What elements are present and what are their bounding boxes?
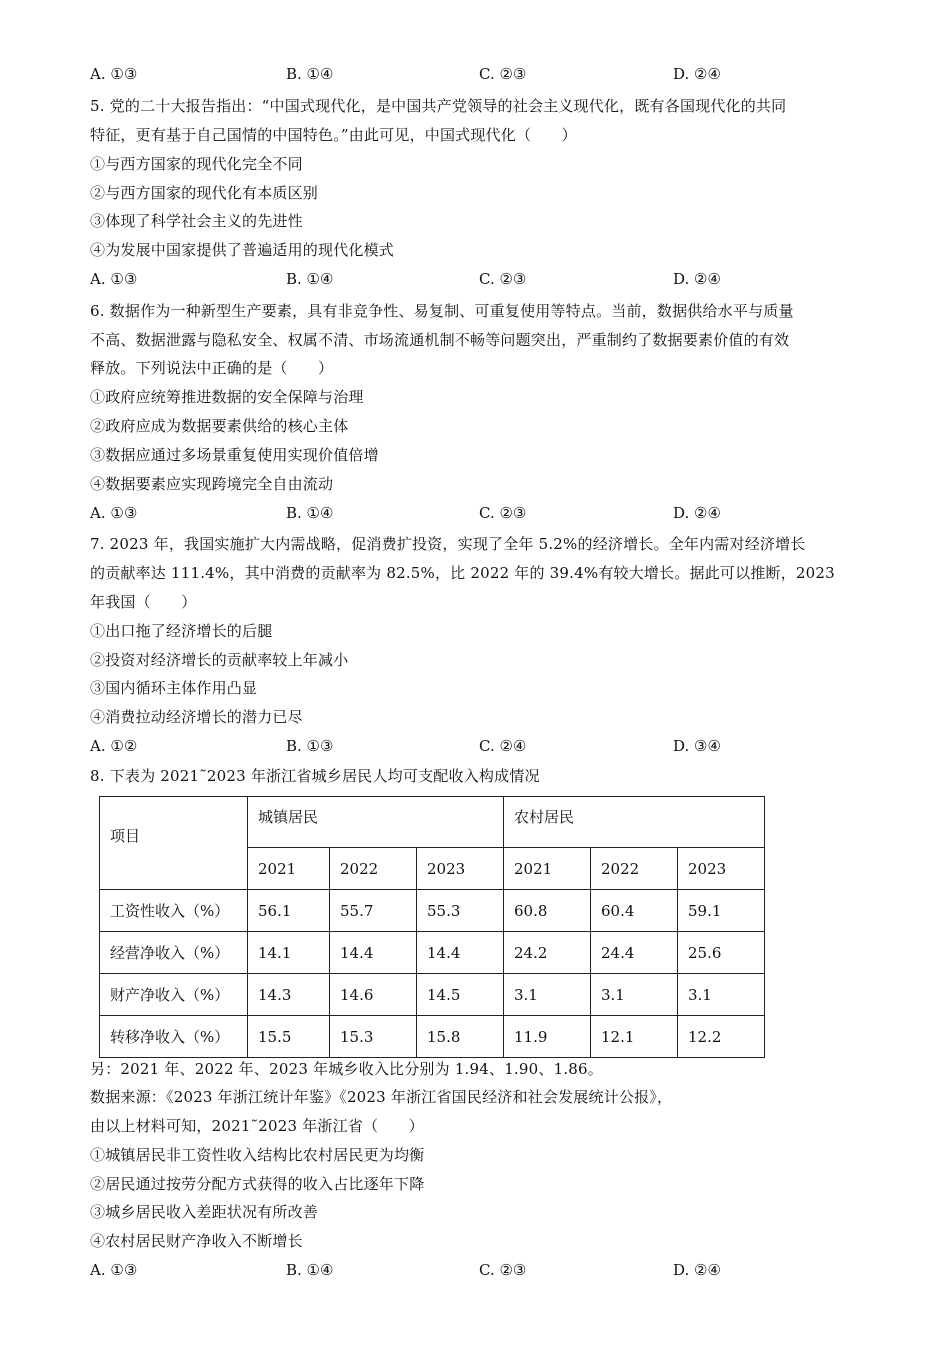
q8-statement-2: ②居民通过按劳分配方式获得的收入占比逐年下降 <box>90 1175 425 1193</box>
q4-options <box>90 64 870 84</box>
q8-statement-4: ④农村居民财产净收入不断增长 <box>90 1232 303 1250</box>
table-cell: 12.2 <box>678 1016 765 1058</box>
q6-option-d[interactable]: D. ②④ <box>673 504 721 522</box>
table-row <box>100 890 765 932</box>
table-cell: 12.1 <box>591 1016 678 1058</box>
q8-option-b[interactable]: B. ①④ <box>286 1261 334 1279</box>
q5-option-a[interactable]: A. ①③ <box>90 270 138 288</box>
q8-note: 另：2021 年、2022 年、2023 年城乡收入比分别为 1.94、1.90、1.86。 <box>90 1060 603 1078</box>
q8-option-a[interactable]: A. ①③ <box>90 1261 138 1279</box>
table-year-header: 2021 <box>248 848 330 890</box>
q5-option-d[interactable]: D. ②④ <box>673 270 721 288</box>
table-year-header: 2022 <box>591 848 678 890</box>
income-structure-table <box>99 796 765 1058</box>
q7-stem-line-3: 年我国（ ） <box>90 593 197 611</box>
q6-option-c[interactable]: C. ②③ <box>479 504 527 522</box>
q5-options <box>90 269 870 289</box>
q7-option-c[interactable]: C. ②④ <box>479 737 527 755</box>
q5-statement-4: ④为发展中国家提供了普遍适用的现代化模式 <box>90 241 395 259</box>
table-cell: 56.1 <box>248 890 330 932</box>
table-cell: 3.1 <box>504 974 591 1016</box>
q8-source: 数据来源：《2023 年浙江统计年鉴》《2023 年浙江省国民经济和社会发展统计公报》， <box>90 1088 673 1106</box>
table-row <box>100 932 765 974</box>
table-cell: 14.1 <box>248 932 330 974</box>
table-cell: 14.6 <box>330 974 417 1016</box>
table-cell: 24.4 <box>591 932 678 974</box>
table-year-header: 2021 <box>504 848 591 890</box>
table-cell: 55.7 <box>330 890 417 932</box>
q4-option-c[interactable]: C. ②③ <box>479 65 527 83</box>
q8-option-c[interactable]: C. ②③ <box>479 1261 527 1279</box>
q6-stem-line-3: 释放。下列说法中正确的是（ ） <box>90 359 334 377</box>
q5-option-b[interactable]: B. ①④ <box>286 270 334 288</box>
q6-stem-line-1: 6. 数据作为一种新型生产要素，具有非竞争性、易复制、可重复使用等特点。当前，数据供给水平与质量 <box>90 302 794 320</box>
q7-option-d[interactable]: D. ③④ <box>673 737 721 755</box>
q6-options <box>90 503 870 523</box>
table-cell: 59.1 <box>678 890 765 932</box>
table-cell: 11.9 <box>504 1016 591 1058</box>
q5-option-c[interactable]: C. ②③ <box>479 270 527 288</box>
table-cell: 60.4 <box>591 890 678 932</box>
q4-option-a[interactable]: A. ①③ <box>90 65 138 83</box>
table-cell: 15.5 <box>248 1016 330 1058</box>
q8-option-d[interactable]: D. ②④ <box>673 1261 721 1279</box>
table-year-header: 2023 <box>417 848 504 890</box>
table-cell: 14.4 <box>417 932 504 974</box>
q5-statement-1: ①与西方国家的现代化完全不同 <box>90 155 303 173</box>
q7-stem-line-1: 7. 2023 年，我国实施扩大内需战略，促消费扩投资，实现了全年 5.2%的经济增长。全年内需对经济增长 <box>90 535 806 553</box>
q4-option-d[interactable]: D. ②④ <box>673 65 721 83</box>
q5-statement-2: ②与西方国家的现代化有本质区别 <box>90 184 319 202</box>
table-cell: 14.3 <box>248 974 330 1016</box>
table-cell: 14.4 <box>330 932 417 974</box>
table-group-rural: 农村居民 <box>504 797 765 848</box>
table-corner-header: 项目 <box>100 797 248 890</box>
q6-statement-4: ④数据要素应实现跨境完全自由流动 <box>90 475 334 493</box>
table-row <box>100 974 765 1016</box>
q6-statement-3: ③数据应通过多场景重复使用实现价值倍增 <box>90 446 379 464</box>
table-year-header: 2023 <box>678 848 765 890</box>
q8-statement-1: ①城镇居民非工资性收入结构比农村居民更为均衡 <box>90 1146 425 1164</box>
q5-statement-3: ③体现了科学社会主义的先进性 <box>90 212 303 230</box>
table-cell: 25.6 <box>678 932 765 974</box>
table-cell: 15.8 <box>417 1016 504 1058</box>
q7-statement-1: ①出口拖了经济增长的后腿 <box>90 622 273 640</box>
q6-stem-line-2: 不高、数据泄露与隐私安全、权属不清、市场流通机制不畅等问题突出，严重制约了数据要素价值的有效 <box>90 331 790 349</box>
q7-options <box>90 736 870 756</box>
q6-option-b[interactable]: B. ①④ <box>286 504 334 522</box>
row-label: 财产净收入（%） <box>100 974 248 1016</box>
q7-option-a[interactable]: A. ①② <box>90 737 138 755</box>
q6-statement-2: ②政府应成为数据要素供给的核心主体 <box>90 417 349 435</box>
q6-statement-1: ①政府应统筹推进数据的安全保障与治理 <box>90 388 364 406</box>
q5-stem-line-1: 5. 党的二十大报告指出：“中国式现代化，是中国共产党领导的社会主义现代化，既有各国现代化的共同 <box>90 97 787 115</box>
row-label: 经营净收入（%） <box>100 932 248 974</box>
table-row <box>100 1016 765 1058</box>
table-cell: 24.2 <box>504 932 591 974</box>
table-cell: 14.5 <box>417 974 504 1016</box>
q7-statement-4: ④消费拉动经济增长的潜力已尽 <box>90 708 303 726</box>
q8-stem: 8. 下表为 2021˜2023 年浙江省城乡居民人均可支配收入构成情况 <box>90 767 540 785</box>
q7-option-b[interactable]: B. ①③ <box>286 737 334 755</box>
q4-option-b[interactable]: B. ①④ <box>286 65 334 83</box>
table-cell: 15.3 <box>330 1016 417 1058</box>
table-cell: 3.1 <box>591 974 678 1016</box>
table-group-urban: 城镇居民 <box>248 797 504 848</box>
q7-stem-line-2: 的贡献率达 111.4%，其中消费的贡献率为 82.5%，比 2022 年的 39.4%有较大增长。据此可以推断，2023 <box>90 564 835 582</box>
q7-statement-2: ②投资对经济增长的贡献率较上年减小 <box>90 651 349 669</box>
table-cell: 3.1 <box>678 974 765 1016</box>
row-label: 工资性收入（%） <box>100 890 248 932</box>
q5-stem-line-2: 特征，更有基于自己国情的中国特色。”由此可见，中国式现代化（ ） <box>90 126 577 144</box>
row-label: 转移净收入（%） <box>100 1016 248 1058</box>
q6-option-a[interactable]: A. ①③ <box>90 504 138 522</box>
q8-options <box>90 1260 870 1280</box>
q8-question: 由以上材料可知，2021˜2023 年浙江省（ ） <box>90 1117 424 1135</box>
table-cell: 55.3 <box>417 890 504 932</box>
q7-statement-3: ③国内循环主体作用凸显 <box>90 679 258 697</box>
table-year-header: 2022 <box>330 848 417 890</box>
table-cell: 60.8 <box>504 890 591 932</box>
q8-statement-3: ③城乡居民收入差距状况有所改善 <box>90 1203 319 1221</box>
